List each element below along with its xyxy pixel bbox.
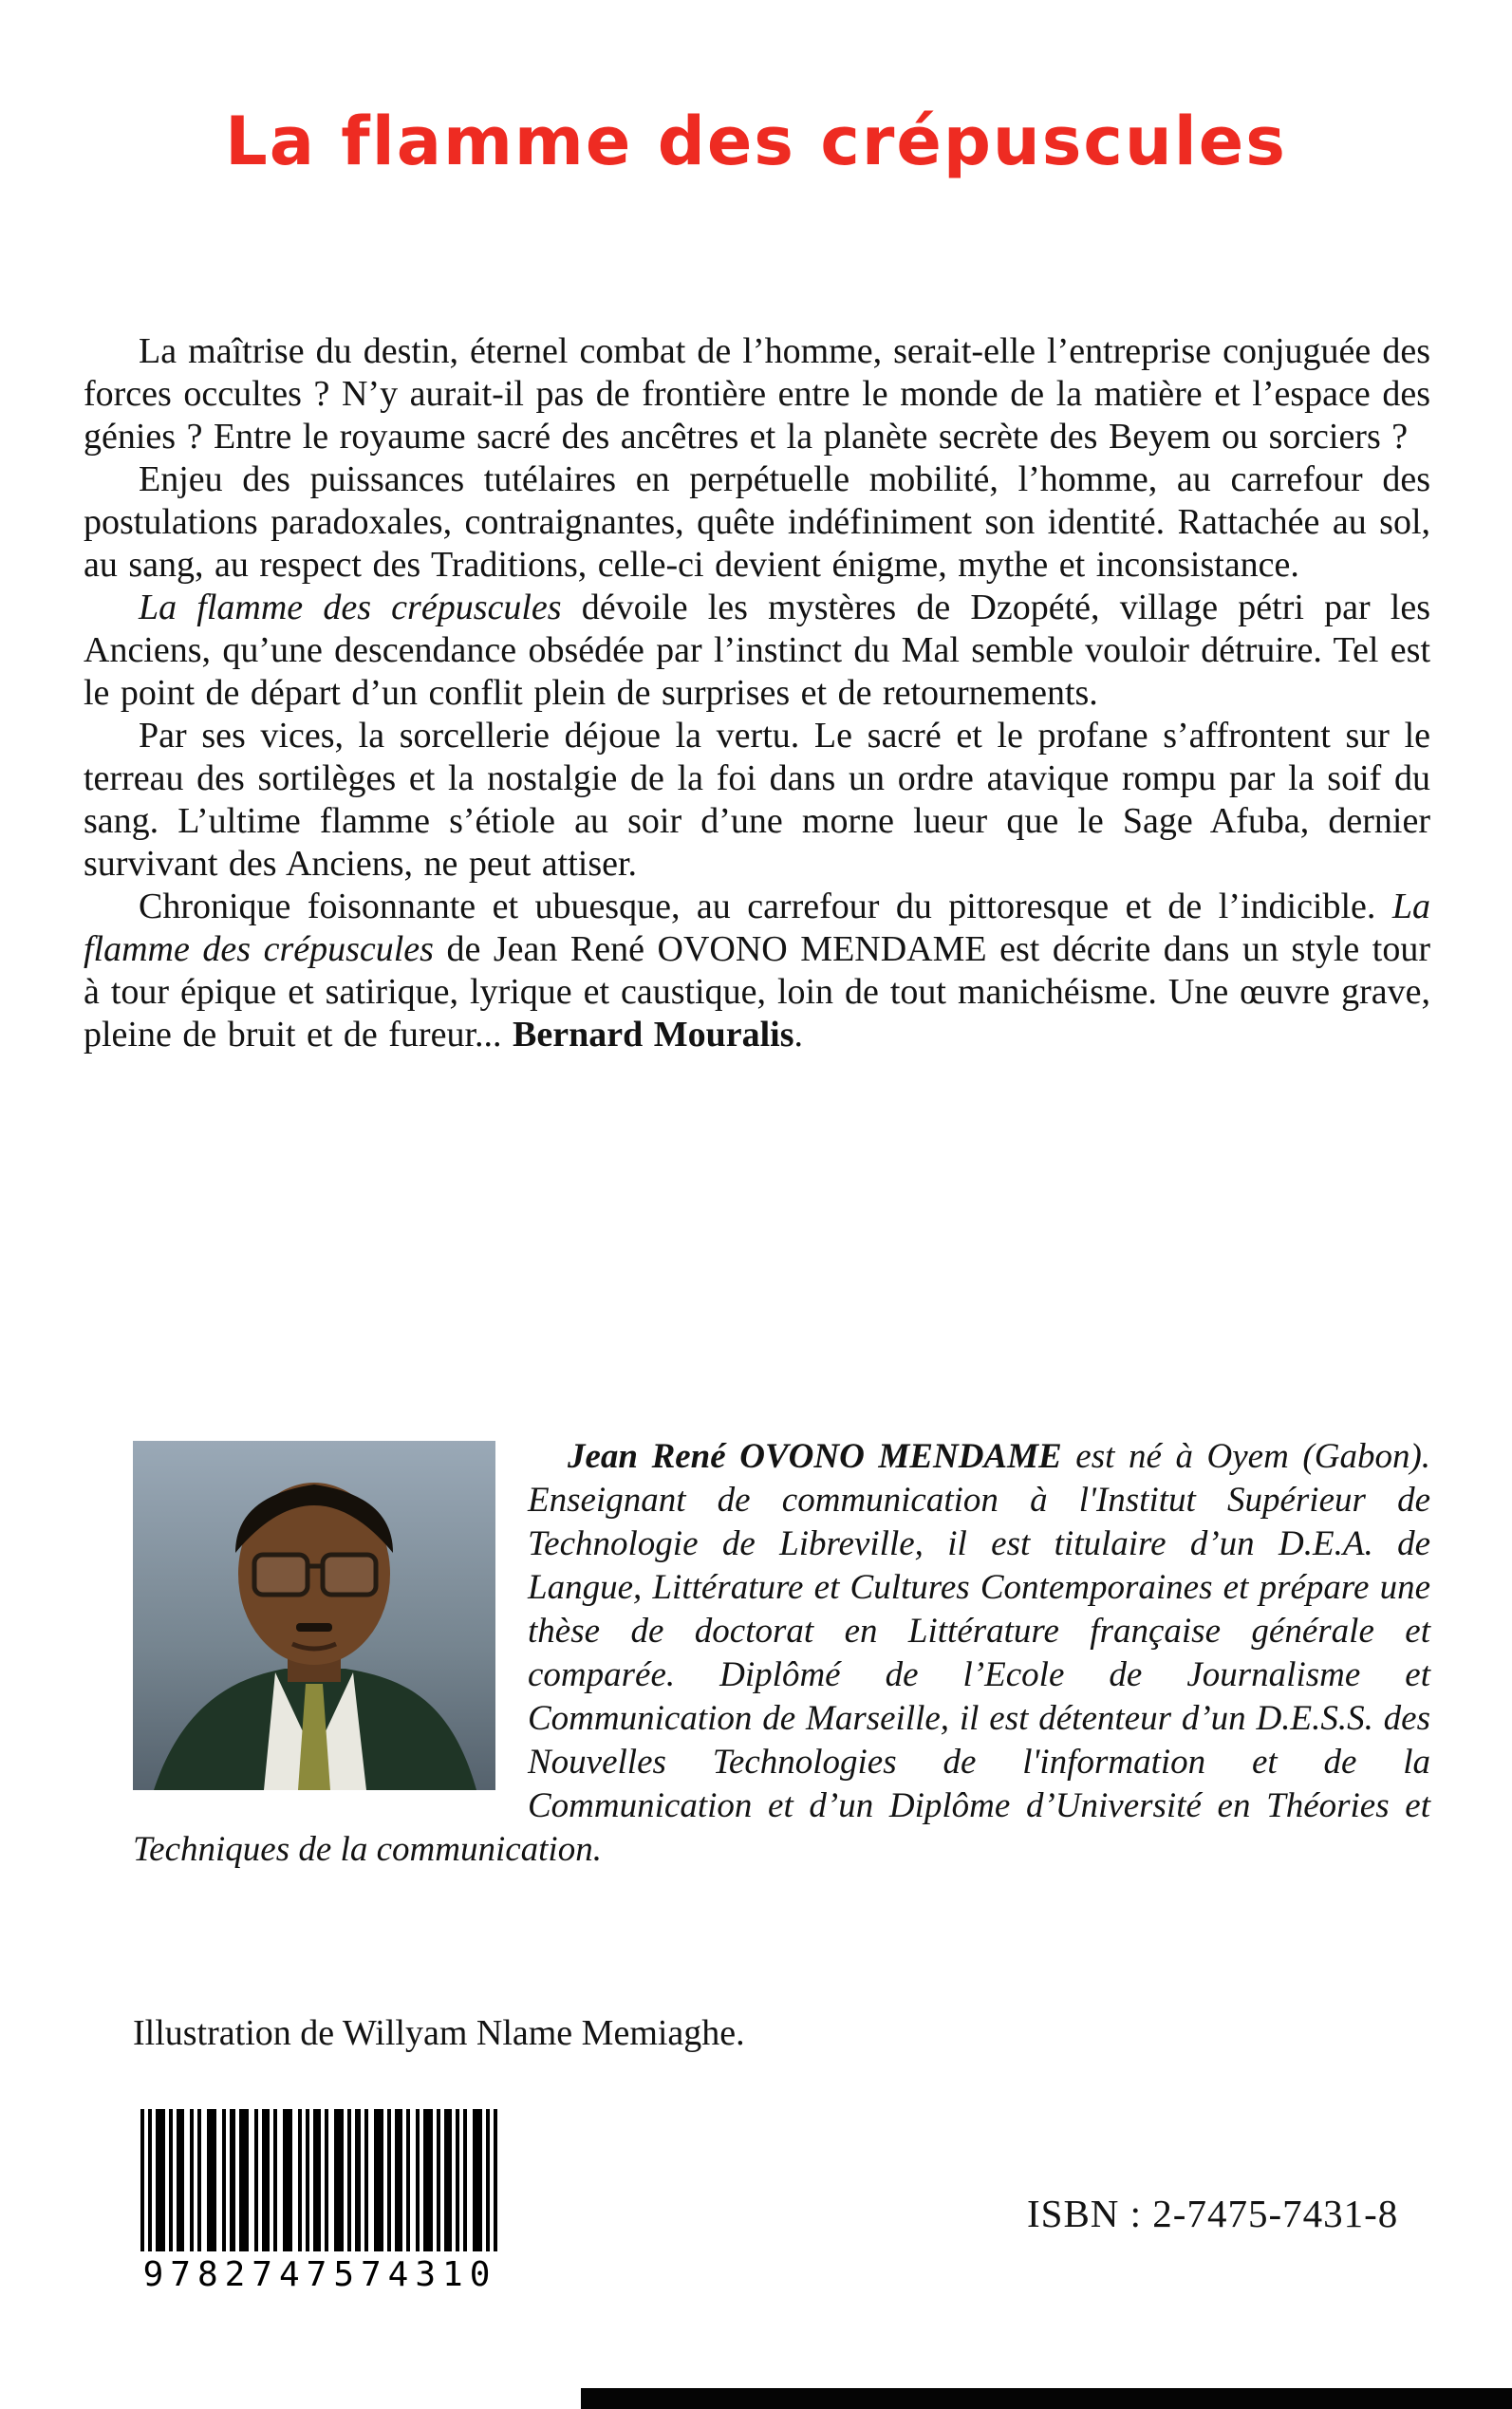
synopsis-p5-end: . <box>793 1015 803 1055</box>
synopsis-p4-text: Par ses vices, la sorcellerie déjoue la vertu. Le sacré et le profane s’affrontent sur le terreau des sortilèges et la nostalgie de la foi dans un ordre atavique rompu par la soif du sang. L’ultime flamme s’étiole au soir d’une morne lueur que le Sage Afuba, dernier survivant des Anciens, ne peut attiser. <box>84 716 1430 884</box>
synopsis-p2-text: Enjeu des puissances tutélaires en perpétuelle mobilité, l’homme, au carrefour des postulations paradoxales, contraignantes, quête indéfiniment son identité. Rattachée au sol, au sang, au respect des Traditions, celle-ci devient énigme, mythe et inconsistance. <box>84 459 1430 585</box>
author-name: Jean René OVONO MENDAME <box>568 1437 1062 1476</box>
synopsis-p3-text: dévoile les mystères de Dzopété, village pétri par les Anciens, qu’une descendance obsédée par l’instinct du Mal semble vouloir détruire. Tel est le point de départ d’un conflit plein de surprises et de retournements. <box>84 588 1430 713</box>
synopsis-p5-mid: de Jean René OVONO MENDAME est décrite dans un style tour à tour épique et satirique, lyrique et caustique, loin de tout manichéisme. Une œuvre grave, pleine de bruit et de fureur... <box>84 929 1430 1055</box>
illustration-credit: Illustration de Willyam Nlame Memiaghe. <box>133 2013 745 2053</box>
scan-edge-artifact <box>581 2388 1512 2409</box>
synopsis-paragraph-5 <box>84 886 1430 1056</box>
book-title-inline-italic-2: La flamme des crépuscules <box>84 887 1430 969</box>
book-title-inline-italic: La flamme des crépuscules <box>139 588 562 627</box>
author-portrait-illustration <box>133 1441 495 1790</box>
barcode-bars <box>140 2109 499 2251</box>
author-bio <box>133 1435 1430 1872</box>
author-photo <box>133 1441 495 1790</box>
synopsis-paragraph-1 <box>84 330 1430 458</box>
book-title: La flamme des crépuscules <box>225 103 1287 180</box>
barcode <box>140 2109 499 2294</box>
synopsis-p5-start: Chronique foisonnante et ubuesque, au carrefour du pittoresque et de l’indicible. <box>139 887 1392 926</box>
synopsis-p1-text: La maîtrise du destin, éternel combat de l’homme, serait-elle l’entreprise conjuguée des forces occultes ? N’y aurait-il pas de frontière entre le monde de la matière et l’espace des génies ? Entre le royaume sacré des ancêtres et la planète secrète des Beyem ou sorciers ? <box>84 331 1430 457</box>
synopsis-paragraph-2 <box>84 458 1430 587</box>
critic-name: Bernard Mouralis <box>513 1015 794 1055</box>
synopsis-paragraph-3 <box>84 587 1430 715</box>
synopsis <box>84 330 1430 1056</box>
isbn-text: ISBN : 2-7475-7431-8 <box>1027 2192 1399 2235</box>
barcode-digits: 9782747574310 <box>142 2255 497 2294</box>
author-bio-text: est né à Oyem (Gabon). Enseignant de communication à l'Institut Supérieur de Technologie de Libreville, il est titulaire d’un D.E.A. de Langue, Littérature et Cultures Contemporaines et prépare une thèse de doctorat en Littérature française générale et comparée. Diplômé de l’Ecole de Journalisme et Communication de Marseille, il est détenteur d’un D.E.S.S. des Nouvelles Technologies de l'information et de la Communication et d’un Diplôme d’Université en Théories et Techniques de la communication. <box>133 1437 1431 1869</box>
synopsis-paragraph-4 <box>84 715 1430 886</box>
